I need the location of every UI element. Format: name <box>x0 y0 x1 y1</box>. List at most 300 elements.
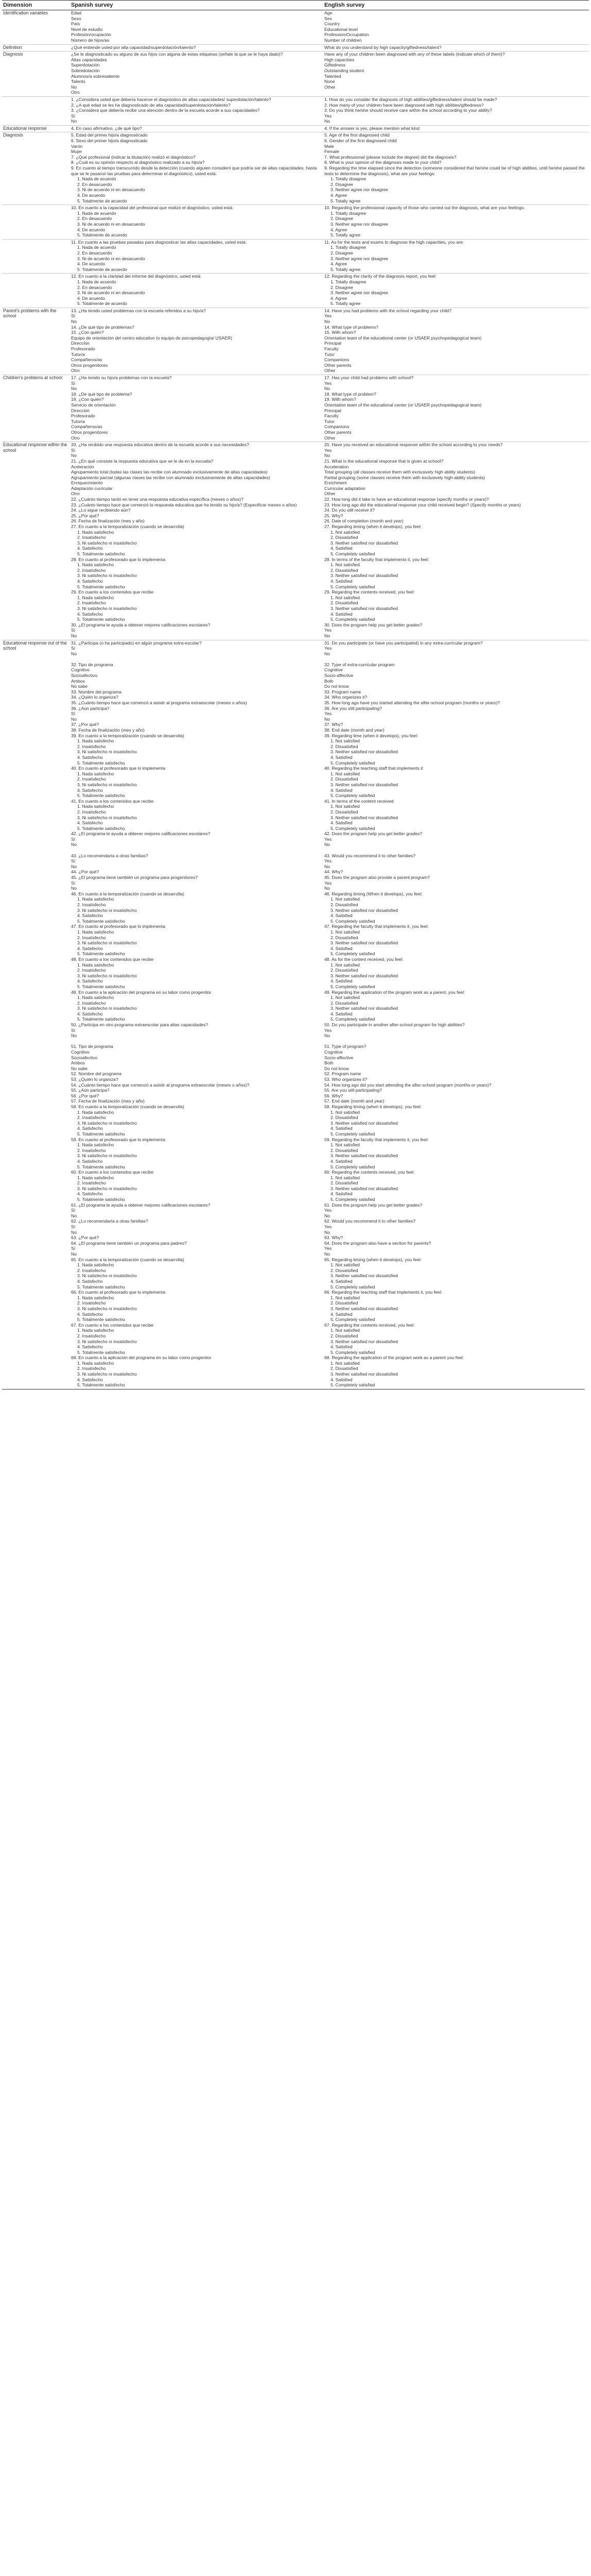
english-cell <box>323 52 589 97</box>
spanish-line: Otro <box>71 435 80 440</box>
english-line: 12. Regarding the clarity of the diagnosis report, you feel: <box>324 274 437 279</box>
spanish-line: 43. ¿Lo recomendaría a otras familias? <box>71 853 148 858</box>
english-line: Cognitive <box>324 1049 343 1055</box>
dimension-label: Diagnosis <box>3 52 23 57</box>
spanish-line: 59. En cuanto al profesorado que lo implementa <box>71 1137 165 1142</box>
spanish-line: 1. Nada satisfecho <box>77 804 114 809</box>
dimension-label: Parent's problems with the school <box>3 308 57 319</box>
spanish-line: Talento <box>71 79 85 84</box>
english-line: 33. Program name <box>324 689 361 694</box>
english-line: Yes <box>324 836 332 842</box>
spanish-line: 5. Totalmente satisfecho <box>77 984 125 989</box>
english-line: 4. Satisfied <box>331 787 353 793</box>
spanish-line: 10. En cuanto a la capacidad del profesional que realizó el diagnóstico, usted está: <box>71 205 234 211</box>
english-line: 1. How do you consider the diagnosis of high abilities/giftedness/talent should be made? <box>324 96 497 102</box>
english-line <box>324 656 588 662</box>
spanish-line: 17. ¿Ha tenido su hijo/a problemas con la escuela? <box>71 375 172 380</box>
english-line: 52. Program name <box>324 1071 361 1077</box>
english-line: What do you understand by high capacity/giftedness/talent? <box>324 44 442 50</box>
english-line: 3. Neither agree nor disagree <box>331 256 388 261</box>
spanish-line: 11. En cuanto a las pruebas pasadas para diagnosticar las altas capacidades, usted está: <box>71 239 247 245</box>
english-line: Male <box>324 143 334 149</box>
spanish-line: Tutoría <box>71 418 85 424</box>
spanish-line: 27. En cuanto a la temporalización (cuando se desarrolla) <box>71 524 184 530</box>
spanish-line: Agrupamiento total (todas las clases las recibe con alumnado exclusivamente de altas capacidades) <box>71 469 268 475</box>
english-line: 5. Completely satisfied <box>331 1349 375 1355</box>
spanish-line: 2. Insatisfecho <box>77 1147 106 1153</box>
english-line: 20. Have you received an educational response within the school according to your needs? <box>324 442 503 448</box>
english-line: 60. Regarding the contents received, you feel: <box>324 1170 415 1175</box>
spanish-line: 4. Satisfecho <box>77 787 103 793</box>
spanish-line: 3. Ni de acuerdo ni en desacuerdo <box>77 290 145 296</box>
table-row <box>2 442 589 640</box>
spanish-line: 1. Nada satisfecho <box>77 929 114 935</box>
english-line: 22. How long did it take to have an educational response (specify months or years)? <box>324 497 489 502</box>
spanish-line: 4. De acuerdo <box>77 261 105 267</box>
spanish-line: Sí <box>71 313 76 319</box>
english-line: 2. Dissatisfied <box>331 1115 358 1121</box>
english-line: Tutor <box>324 351 335 357</box>
english-line: Other <box>324 84 336 90</box>
spanish-line: 38. Fecha de finalización (mes y año) <box>71 727 145 733</box>
spanish-line: 2. Insatisfecho <box>77 1300 106 1306</box>
english-line: Other parents <box>324 429 352 435</box>
spanish-line: Sí <box>71 711 76 717</box>
spanish-line: 32. Tipo de programa <box>71 662 113 667</box>
spanish-line: 3. Ni satisfecho ni insatisfecho <box>77 940 137 946</box>
english-line: 3. Neither satisfied nor dissatisfied <box>331 1338 398 1344</box>
spanish-line: Edad <box>71 10 82 15</box>
spanish-line: 67. En cuanto a los contenidos que recibe <box>71 1322 154 1328</box>
survey-table <box>2 0 589 1389</box>
spanish-line: 19. ¿Con quién? <box>71 397 104 402</box>
spanish-line: Sobredotación <box>71 67 100 73</box>
spanish-line: 5. Totalmente satisfecho <box>77 1197 125 1202</box>
english-line: 4. Satisfied <box>331 611 353 617</box>
english-line: 57. End date (month and year) <box>324 1098 385 1104</box>
english-line: Faculty <box>324 413 339 419</box>
english-line: Acceleration <box>324 464 349 469</box>
spanish-cell <box>70 308 323 375</box>
spanish-line: 4. Satisfecho <box>77 1011 103 1016</box>
spanish-line: No <box>71 453 77 459</box>
english-line: 2. Dissatisfied <box>331 743 358 749</box>
english-line: Yes <box>324 1224 332 1230</box>
spanish-cell <box>70 125 323 132</box>
spanish-cell <box>70 44 323 52</box>
english-line: 2. How many of your children have been diagnosed with high abilities/giftedness? <box>324 102 484 108</box>
english-line: 59. Regarding the faculty that implements it, you feel: <box>324 1137 429 1142</box>
spanish-line: 5. Totalmente satisfecho <box>77 1382 125 1388</box>
spanish-line: 14. ¿De qué tipo de problemas? <box>71 324 134 330</box>
spanish-line: Otros progenitores <box>71 362 108 368</box>
spanish-line: 55. ¿Aún participa? <box>71 1088 110 1093</box>
spanish-line: 25. ¿Por qué? <box>71 513 99 518</box>
spanish-line: 3. Ni satisfecho ni insatisfecho <box>77 1120 137 1126</box>
english-line: 1. Not satisfied <box>331 1360 360 1366</box>
dimension-label: Identification variables <box>3 10 48 15</box>
english-line: Tutor <box>324 418 335 424</box>
spanish-line: No <box>71 1251 77 1257</box>
english-line: 4. Satisfied <box>331 1344 353 1350</box>
english-line: Enrichment <box>324 480 347 486</box>
english-cell <box>323 640 589 1389</box>
spanish-line: 4. Satisfecho <box>77 546 103 551</box>
english-line: Outstanding student <box>324 67 364 73</box>
spanish-line: Compañeros/as <box>71 424 102 430</box>
english-line: 2. Dissatisfied <box>331 1333 358 1338</box>
english-line: 5. Totally agree <box>331 232 361 238</box>
english-line: 3. Neither agree nor disagree <box>331 187 388 193</box>
english-line: 4. Satisfied <box>331 1158 353 1164</box>
english-line: 1. Not satisfied <box>331 995 360 1001</box>
spanish-line: No <box>71 651 77 656</box>
spanish-line: No sabe <box>71 684 88 689</box>
spanish-line: 18. ¿De qué tipo de problema? <box>71 391 132 397</box>
english-line: 5. Completely satisfied <box>331 1131 375 1137</box>
spanish-line: 1. Nada satisfecho <box>77 1360 114 1366</box>
english-line: 1. Totally disagree <box>331 210 367 216</box>
table-row <box>2 640 589 1389</box>
spanish-line: 3. Ni de acuerdo ni en desacuerdo <box>77 256 145 261</box>
english-line: 4. Satisfied <box>331 978 353 984</box>
spanish-line: 22. ¿Cuánto tiempo tardó en tener una respuesta educativa específica (meses o años)? <box>71 497 244 502</box>
dimension-label: Children's problems at school <box>3 375 63 380</box>
english-line: 4. Satisfied <box>331 913 353 919</box>
english-line: 2. Dissatisfied <box>331 935 358 940</box>
table-row <box>2 96 589 125</box>
english-line: 2. Dissatisfied <box>331 809 358 815</box>
english-line: Yes <box>324 313 332 319</box>
english-line: 3. Neither satisfied nor dissatisfied <box>331 1153 398 1159</box>
spanish-line: Cognitivo <box>71 1049 90 1055</box>
english-line: 28. In terms of the faculty that implements it, you feel: <box>324 556 429 562</box>
dimension-cell <box>2 239 70 274</box>
spanish-line: Mujer <box>71 149 82 155</box>
spanish-line: Alumnos/a sobresaliente <box>71 73 120 79</box>
english-line: 55. Are you still participating? <box>324 1088 382 1093</box>
english-line: 18. What type of problem? <box>324 391 376 397</box>
spanish-line: Profesión/ocupación <box>71 32 111 38</box>
english-line: 2. Dissatisfied <box>331 776 358 782</box>
spanish-line: 2. Insatisfecho <box>77 1333 106 1338</box>
spanish-line: Número de hijos/as <box>71 37 110 43</box>
english-line: 4. Satisfied <box>331 820 353 826</box>
spanish-line: 1. Nada de acuerdo <box>77 279 116 284</box>
spanish-line: Profesorado <box>71 346 95 352</box>
spanish-line: 4. Satisfecho <box>77 1311 103 1317</box>
spanish-line: Sí <box>71 646 76 651</box>
english-line: 3. Neither satisfied nor dissatisfied <box>331 540 398 546</box>
english-line: Partial grouping (some classes receive them with exclusively high-ability students) <box>324 474 485 480</box>
english-line: Age <box>324 10 333 15</box>
english-line: 1. Not satisfied <box>331 738 360 744</box>
spanish-cell <box>70 10 323 45</box>
table-row <box>2 52 589 97</box>
spanish-line: 3. Ni satisfecho ni insatisfecho <box>77 1185 137 1191</box>
spanish-line: 4. Satisfecho <box>77 754 103 760</box>
english-line: High capacities <box>324 57 355 62</box>
english-line: 39. Regarding time (when it develops), you feel: <box>324 733 419 738</box>
spanish-line: 2. Insatisfecho <box>77 567 106 573</box>
english-line: 1. Not satisfied <box>331 595 360 600</box>
spanish-line: 23. ¿Cuánto tiempo hace que comenzó la respuesta educativa que ha tenido su hijo/a? (Especificar meses o años) <box>71 502 297 507</box>
spanish-line: 5. Totalmente satisfecho <box>77 1164 125 1170</box>
spanish-line: 62. ¿Lo recomendaría a otras familias? <box>71 1218 148 1224</box>
spanish-line: 2. En desacuerdo <box>77 181 112 187</box>
spanish-cell <box>70 442 323 640</box>
english-line: 2. Disagree <box>331 181 353 187</box>
english-line: 4. Agree <box>331 295 347 301</box>
english-line: 61. Does the program help you get better grades? <box>324 1202 423 1208</box>
spanish-line: 2. Insatisfecho <box>77 776 106 782</box>
english-line: 4. Satisfied <box>331 1377 353 1382</box>
spanish-line: Adaptación curricular <box>71 485 113 491</box>
english-line: 2. Dissatisfied <box>331 968 358 973</box>
english-line: 1. Not satisfied <box>331 771 360 776</box>
english-line: No <box>324 842 330 848</box>
english-line: Educational level <box>324 26 358 32</box>
english-line: 5. Completely satisfied <box>331 793 375 799</box>
spanish-cell <box>70 274 323 308</box>
english-line: 5. Completely satisfied <box>331 984 375 989</box>
english-line: 51. Type of program? <box>324 1044 367 1049</box>
spanish-line: 60. En cuanto a los contenidos que recibe <box>71 1170 154 1175</box>
english-line: 32. Type of extra-curricular program <box>324 662 395 667</box>
spanish-line: Ambos <box>71 1060 85 1066</box>
english-line: 1. Totally disagree <box>331 279 367 284</box>
english-cell <box>323 44 589 52</box>
english-line: Yes <box>324 1246 332 1251</box>
spanish-line: 3. Ni satisfecho ni insatisfecho <box>77 749 137 755</box>
english-line: 5. Completely satisfied <box>331 551 375 556</box>
spanish-line: 3. Ni satisfecho ni insatisfecho <box>77 1153 137 1159</box>
dimension-cell <box>2 640 70 1389</box>
spanish-line: Sexo <box>71 15 81 21</box>
english-line: 1. Not satisfied <box>331 1175 360 1180</box>
english-line: Other <box>324 368 336 374</box>
english-line: Female <box>324 149 339 155</box>
english-line: Principal <box>324 341 341 346</box>
spanish-line: 39. En cuanto a la temporalización (cuando se desarrolla) <box>71 733 184 738</box>
english-line: Do not know <box>324 1065 349 1071</box>
english-line: 2. Dissatisfied <box>331 1300 358 1306</box>
english-line: 3. Neither satisfied nor dissatisfied <box>331 1185 398 1191</box>
spanish-line: 1. Nada satisfecho <box>77 738 114 744</box>
english-line: 44. Why? <box>324 869 343 875</box>
english-line: Yes <box>324 858 332 864</box>
dimension-cell <box>2 308 70 375</box>
english-line: 43. Would you recommend it to other families? <box>324 853 416 858</box>
english-line: 5. Completely satisfied <box>331 760 375 766</box>
english-line: 31. Do you participate (or have you participated) in any extra-curricular program? <box>324 640 483 646</box>
english-line: 5. Completely satisfied <box>331 1382 375 1388</box>
spanish-line: 5. Totalmente satisfecho <box>77 1349 125 1355</box>
english-line: 5. Totally agree <box>331 198 361 204</box>
dimension-cell <box>2 10 70 45</box>
english-line: 3. Neither satisfied nor dissatisfied <box>331 973 398 978</box>
spanish-line: 1. Nada satisfecho <box>77 1175 114 1180</box>
english-line: Yes <box>324 380 332 386</box>
english-line: 56. Why? <box>324 1093 343 1098</box>
header-spanish-survey: Spanish survey <box>70 1 323 10</box>
english-line: No <box>324 319 330 325</box>
english-line: Yes <box>324 711 332 717</box>
english-line: 40. Regarding the teaching staff that implements it <box>324 766 423 771</box>
spanish-line: 2. Insatisfecho <box>77 968 106 973</box>
spanish-line: Sí <box>71 113 76 118</box>
spanish-line: Sí <box>71 1027 76 1033</box>
spanish-line: No <box>71 633 77 638</box>
table-row <box>2 274 589 308</box>
table-row <box>2 125 589 132</box>
spanish-line: Equipo de orientación del centro educativo (o equipo de psicopedagogía/ USAER) <box>71 335 232 341</box>
table-row <box>2 239 589 274</box>
english-line: 4. Satisfied <box>331 1278 353 1284</box>
table-row <box>2 10 589 45</box>
english-line: 17. Has your child had problems with school? <box>324 375 413 380</box>
english-line: 3. Neither agree nor disagree <box>331 290 388 296</box>
english-line: 4. Satisfied <box>331 546 353 551</box>
spanish-line: 5. Totalmente satisfecho <box>77 1317 125 1323</box>
spanish-line: Compañeros/as <box>71 357 102 363</box>
spanish-line: 5. Totalmente de acuerdo <box>77 266 127 272</box>
spanish-line: 1. Nada de acuerdo <box>77 210 116 216</box>
spanish-line: 5. Totalmente satisfecho <box>77 1284 125 1290</box>
english-line: Cognitive <box>324 667 343 673</box>
english-line: No <box>324 716 330 722</box>
spanish-line: 4. Satisfecho <box>77 945 103 951</box>
english-line: 5. Completely satisfied <box>331 1197 375 1202</box>
english-line: 3. Neither agree nor disagree <box>331 221 388 227</box>
spanish-line: 4. Satisfecho <box>77 820 103 826</box>
english-line: 4. Agree <box>331 193 347 198</box>
spanish-line: 5. Totalmente satisfecho <box>77 760 125 766</box>
english-line: 5. Totally agree <box>331 266 361 272</box>
spanish-line: Sí <box>71 1208 76 1213</box>
english-line: 9. Regarding the time elapsed since the detection (someone considered that he/she could be of high abilities, until he/she passed the tests to determine the diagnosis), what are your feelings: <box>324 165 586 176</box>
english-line: 1. Not satisfied <box>331 929 360 935</box>
spanish-line: 4. Satisfecho <box>77 1191 103 1197</box>
english-line: 2. Dissatisfied <box>331 535 358 540</box>
header-english-survey: English survey <box>323 1 589 10</box>
spanish-line: 5. Totalmente de acuerdo <box>77 198 127 204</box>
spanish-line: Superdotación <box>71 62 100 68</box>
spanish-line <box>71 848 322 853</box>
english-line: No <box>324 453 330 459</box>
english-line: 5. Completely satisfied <box>331 825 375 831</box>
english-line: 62. Would you recommend it to other families? <box>324 1218 416 1224</box>
spanish-line: 3. Ni satisfecho ni insatisfecho <box>77 573 137 579</box>
spanish-line: 2. Insatisfecho <box>77 1180 106 1186</box>
spanish-line: 6. Sexo del primer hijo/a diagnosticado <box>71 138 148 144</box>
header-dimension: Dimension <box>2 1 70 10</box>
english-line: No <box>324 1251 330 1257</box>
spanish-line: 4. Satisfecho <box>77 1377 103 1382</box>
spanish-line: 31. ¿Participa (o ha participado) en algún programa extra-escolar? <box>71 640 202 646</box>
english-line: 1. Not satisfied <box>331 562 360 568</box>
spanish-line: 50. ¿Participa en otro programa extraescolar para altas capacidades? <box>71 1022 208 1028</box>
spanish-line: No <box>71 319 77 325</box>
english-line: 5. Totally agree <box>331 301 361 307</box>
spanish-cell <box>70 239 323 274</box>
spanish-line: Tutor/a <box>71 351 85 357</box>
english-line: 47. Regarding the faculty that implements it, you feel: <box>324 924 429 929</box>
spanish-line: 3. Ni satisfecho ni insatisfecho <box>77 1306 137 1311</box>
spanish-line: Otro <box>71 90 80 95</box>
english-line: Orientation team of the educational center (or USAER psychopedagogical team) <box>324 335 482 341</box>
english-line: Yes <box>324 1027 332 1033</box>
english-line: 11. As for the tests and exams to diagnose the high capacities, you are: <box>324 239 464 245</box>
spanish-line: 41. En cuanto a los contenidos que recibe <box>71 798 154 804</box>
spanish-line: 2. En desacuerdo <box>77 216 112 222</box>
spanish-line: 68. En cuanto a la aplicación del programa en su labor como progenitor <box>71 1355 212 1361</box>
spanish-line: 4. Satisfecho <box>77 611 103 617</box>
spanish-line: 21. ¿En qué consiste la respuesta educativa que se le da en la escuela? <box>71 458 214 464</box>
dimension-cell <box>2 442 70 640</box>
spanish-line: Altas capacidades <box>71 57 107 62</box>
spanish-cell <box>70 96 323 125</box>
spanish-line: 56. ¿Por qué? <box>71 1093 99 1098</box>
english-line: 3. Neither satisfied nor dissatisfied <box>331 782 398 787</box>
spanish-line: Servicio de orientación <box>71 402 116 408</box>
english-line: 2. Disagree <box>331 284 353 290</box>
spanish-line: 42. ¿El programa le ayuda a obtener mejores calificaciones escolares? <box>71 831 211 837</box>
english-line: 21. What is the educational response that is given at school? <box>324 458 444 464</box>
spanish-line: 4. De acuerdo <box>77 227 105 232</box>
spanish-line: 5. Totalmente de acuerdo <box>77 301 127 307</box>
english-line: No <box>324 651 330 656</box>
english-line: Number of children <box>324 37 362 43</box>
spanish-line: 65. En cuanto a la temporalización (cuando se desarrolla) <box>71 1257 184 1262</box>
spanish-line: 4. Satisfecho <box>77 1158 103 1164</box>
spanish-line: 3. Ni satisfecho ni insatisfecho <box>77 1338 137 1344</box>
spanish-line: No <box>71 716 77 722</box>
english-line: Talented <box>324 73 341 79</box>
spanish-line: ¿Qué entiende usted por alta capacidad/superdotación/talento? <box>71 44 196 50</box>
spanish-line: 63. ¿Por qué? <box>71 1235 99 1241</box>
english-line: 24. Do you still receive it? <box>324 507 375 513</box>
spanish-line: 61. ¿El programa le ayuda a obtener mejores calificaciones escolares? <box>71 1202 211 1208</box>
english-line: 3. Neither satisfied nor dissatisfied <box>331 1273 398 1279</box>
english-line <box>324 848 588 853</box>
spanish-line: 37. ¿Por qué? <box>71 722 99 727</box>
english-line: Other <box>324 435 336 440</box>
english-line: 66. Regarding the teaching staff that implements it, you feel: <box>324 1290 442 1295</box>
english-line: 3. Neither satisfied nor dissatisfied <box>331 1371 398 1377</box>
english-cell <box>323 274 589 308</box>
english-line: 23. How long ago did the educational response your child received begin? (Specify months or years) <box>324 502 521 507</box>
english-line: 2. Dissatisfied <box>331 567 358 573</box>
spanish-line: 2. Insatisfecho <box>77 902 106 907</box>
spanish-line: 3. ¿Considera que debería recibir una atención dentro de la escuela acorde a sus capacidades? <box>71 108 260 113</box>
english-line: 2. Dissatisfied <box>331 1366 358 1371</box>
dimension-label: Educational response within the school <box>3 442 67 453</box>
spanish-line: Sí <box>71 880 76 886</box>
spanish-line: 15. ¿Con quién? <box>71 330 104 335</box>
english-line: 1. Totally disagree <box>331 245 367 250</box>
spanish-line: Otro <box>71 491 80 497</box>
spanish-line: 3. Ni satisfecho ni insatisfecho <box>77 973 137 978</box>
spanish-line: 51. Tipo de programa <box>71 1044 113 1049</box>
english-cell <box>323 205 589 240</box>
spanish-cell <box>70 52 323 97</box>
spanish-line: Sí <box>71 836 76 842</box>
spanish-line: 13. ¿Ha tenido usted problemas con la escuela referidos a su hijo/a? <box>71 308 206 313</box>
spanish-line: 57. Fecha de finalización (mes y año) <box>71 1098 145 1104</box>
english-line: 65. Regarding timing (when it develops), you feel: <box>324 1257 422 1262</box>
english-line: No <box>324 633 330 638</box>
